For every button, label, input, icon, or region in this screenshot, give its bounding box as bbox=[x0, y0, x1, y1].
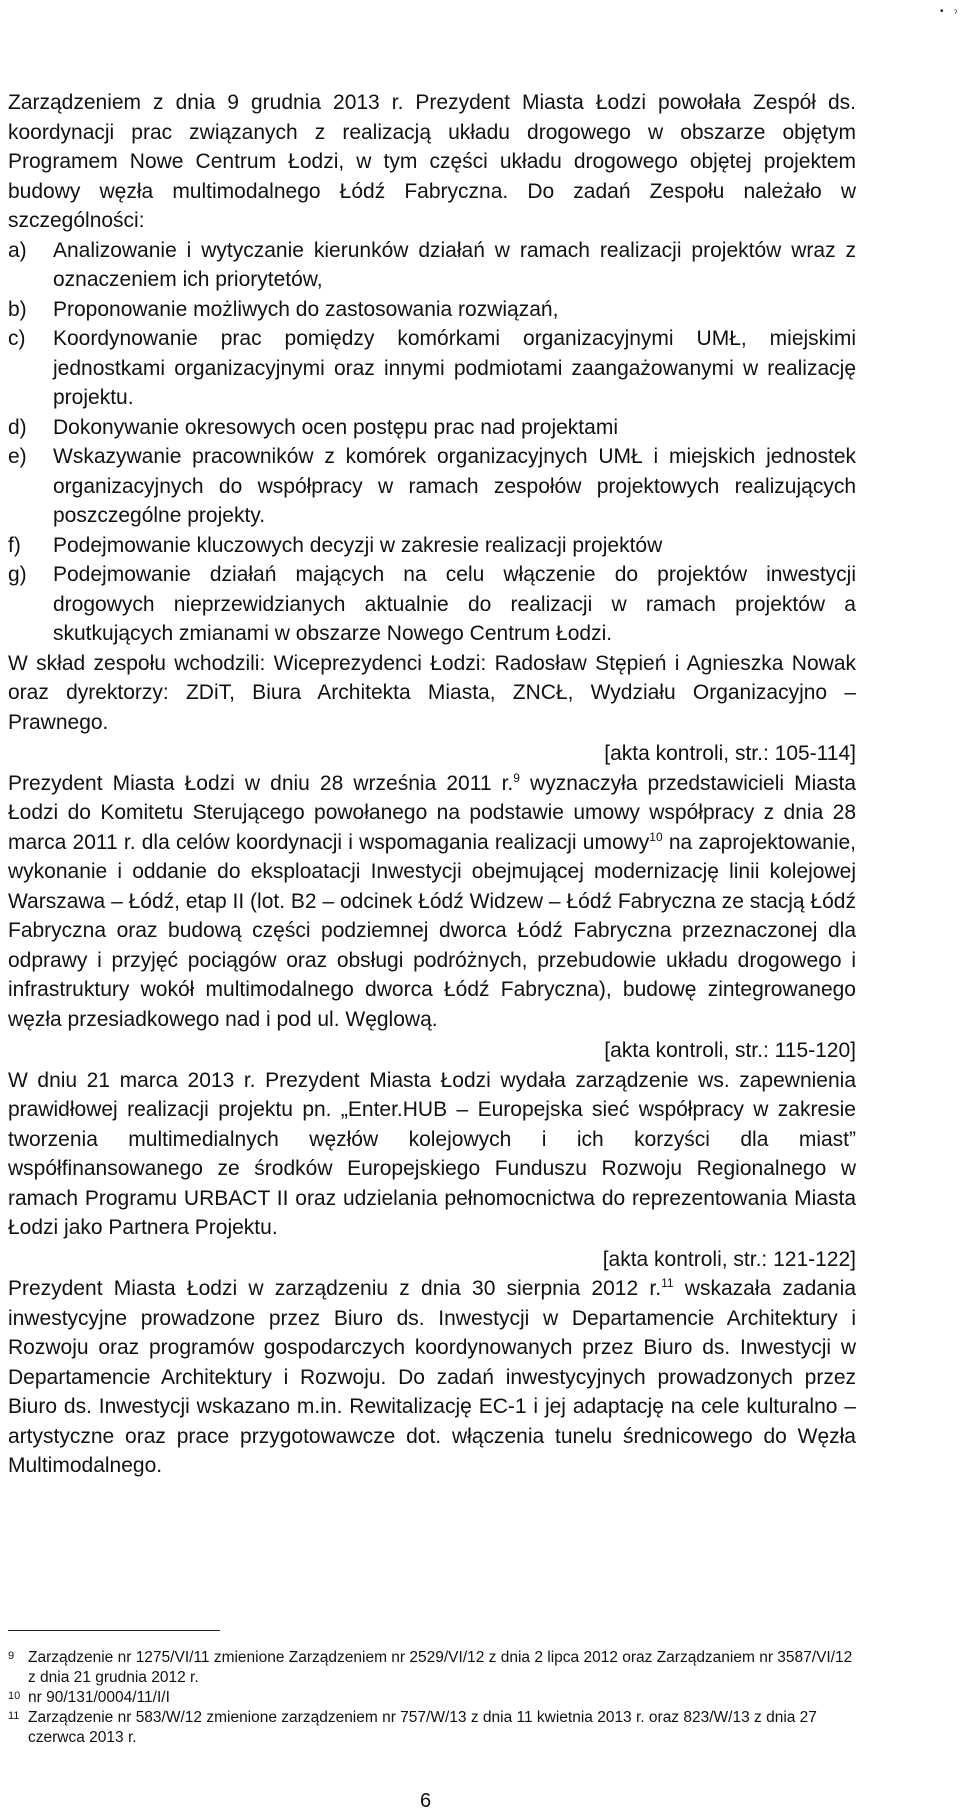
files-reference: [akta kontroli, str.: 121-122] bbox=[602, 1247, 856, 1271]
list-item bbox=[8, 236, 856, 295]
footnote-ref[interactable]: 9 bbox=[513, 770, 520, 785]
paragraph-text: wyznaczyła przedstawicieli Miasta Łodzi do Komitetu Sterującego powołanego na podstawie umowy współpracy z dnia 28 marca 2011 r. dla celów koordynacji i wspomagania realizacji umowy bbox=[8, 771, 856, 854]
list-marker: e) bbox=[8, 445, 27, 468]
footnote-text: Zarządzenie nr 583/W/12 zmienione zarządzeniem nr 757/W/13 z dnia 11 kwietnia 2013 r. oraz 823/W/13 z dnia 27 czerwca 2013 r. bbox=[28, 1709, 817, 1746]
list-item-text: Wskazywanie pracowników z komórek organizacyjnych UMŁ i miejskich jednostek organizacyjnych do współpracy w ramach zespołów projektowych realizujących poszczególne projekty. bbox=[53, 445, 856, 527]
list-item bbox=[8, 413, 856, 443]
paragraph-text: Prezydent Miasta Łodzi w dniu 28 września 2011 r. bbox=[8, 771, 514, 795]
list-item bbox=[8, 324, 856, 413]
files-reference: [akta kontroli, str.: 115-120] bbox=[604, 1039, 856, 1062]
footnote-text: nr 90/131/0004/11/I/I bbox=[28, 1689, 170, 1706]
paragraph-steering-committee bbox=[8, 769, 856, 1035]
files-reference: [akta kontroli, str.: 105-114] bbox=[604, 742, 856, 765]
footnote-divider bbox=[8, 1630, 220, 1631]
list-marker: c) bbox=[8, 327, 26, 350]
footnote bbox=[8, 1648, 858, 1688]
paragraph-text: wskazała zadania inwestycyjne prowadzone przez Biuro ds. Inwestycji w Departamencie Architektury i Rozwoju oraz programów gospodarczych koordynowanych przez Biuro ds. Inwestycji w Departamencie Architektury i Rozwoju. Do zadań inwestycyjnych prowadzonych przez Biuro ds. Inwestycji wskazano m.in. Rewitalizację EC-1 i jej adaptację na cele kulturalno – artystyczne oraz prace przygotowawcze dot. włączenia tunelu średnicowego do Węzła Multimodalnego. bbox=[8, 1277, 856, 1477]
page-number: 6 bbox=[420, 1790, 432, 1812]
body-text bbox=[8, 88, 856, 1481]
list-item-text: Analizowanie i wytyczanie kierunków działań w ramach realizacji projektów wraz z oznaczeniem ich priorytetów, bbox=[53, 238, 856, 291]
paragraph-investment-tasks bbox=[8, 1274, 856, 1481]
scan-mark: ˀ bbox=[954, 8, 958, 18]
list-item bbox=[8, 295, 856, 325]
footnote bbox=[8, 1708, 858, 1748]
list-item-text: Podejmowanie działań mających na celu włączenie do projektów inwestycji drogowych nieprzewidzianych aktualnie do realizacji w ramach projektów a skutkujących zmianami w obszarze Nowego Centrum Łodzi. bbox=[53, 563, 856, 645]
paragraph-text: na zaprojektowanie, wykonanie i oddanie do eksploatacji Inwestycji obejmującej modernizację linii kolejowej Warszawa – Łódź, etap II (lot. B2 – odcinek Łódź Widzew – Łódź Fabryczna ze stacją Łódź Fabryczna oraz budową części podziemnej dworca Łódź Fabryczna przeznaczonej dla odprawy i przyjęć pociągów oraz obsługi podróżnych, przebudowie układu drogowego i infrastruktury wokół multimodalnego dworca Łódź Fabryczna), budowę zintegrowanego węzła przesiadkowego nad i pod ul. Węglową. bbox=[8, 830, 856, 1031]
list-item-text: Koordynowanie prac pomiędzy komórkami organizacyjnymi UMŁ, miejskimi jednostkami organizacyjnymi oraz innymi podmiotami zaangażowanymi w realizację projektu. bbox=[53, 327, 856, 409]
footnote bbox=[8, 1688, 858, 1708]
paragraph-enter-hub: W dniu 21 marca 2013 r. Prezydent Miasta Łodzi wydała zarządzenie ws. zapewnienia prawidłowej realizacji projektu pn. „Enter.HUB – Europejska sieć współpracy w zakresie tworzenia multimedialnych węzłów kolejowych i ich korzyści dla miast” współfinansowanego ze środków Europejskiego Funduszu Rozwoju Regionalnego w ramach Programu URBACT II oraz udzielania pełnomocnictwa do reprezentowania Miasta Łodzi jako Partnera Projektu. bbox=[8, 1068, 856, 1239]
list-item-text: Proponowanie możliwych do zastosowania rozwiązań, bbox=[53, 297, 559, 321]
footnote-text: Zarządzenie nr 1275/VI/11 zmienione Zarządzeniem nr 2529/VI/12 z dnia 2 lipca 2012 oraz Zarządzaniem nr 3587/VI/12 z dnia 21 grudnia 2012 r. bbox=[28, 1649, 853, 1686]
list-item bbox=[8, 442, 856, 531]
task-list bbox=[8, 236, 856, 649]
list-item-text: Podejmowanie kluczowych decyzji w zakresie realizacji projektów bbox=[53, 533, 663, 557]
list-item bbox=[8, 560, 856, 649]
paragraph-team-members: W skład zespołu wchodzili: Wiceprezydenci Łodzi: Radosław Stępień i Agnieszka Nowak oraz dyrektorzy: ZDiT, Biura Architekta Miasta, ZNCŁ, Wydziału Organizacyjno – Prawnego. bbox=[8, 651, 856, 734]
footnote-ref[interactable]: 10 bbox=[649, 829, 663, 844]
footnote-number: 10 bbox=[8, 1690, 21, 1702]
list-marker: g) bbox=[8, 563, 27, 586]
paragraph-text: Prezydent Miasta Łodzi w zarządzeniu z dnia 30 sierpnia 2012 r. bbox=[8, 1277, 662, 1300]
list-marker: b) bbox=[8, 297, 27, 321]
list-marker: d) bbox=[8, 415, 27, 439]
list-marker: a) bbox=[8, 238, 27, 262]
paragraph-team-appointment: Zarządzeniem z dnia 9 grudnia 2013 r. Prezydent Miasta Łodzi powołała Zespół ds. koordynacji prac związanych z realizacją układu drogowego w obszarze objętym Programem Nowe Centrum Łodzi, w tym części układu drogowego objętej projektem budowy węzła multimodalnego Łódź Fabryczna. Do zadań Zespołu należało w szczególności: bbox=[8, 91, 856, 232]
list-item bbox=[8, 531, 856, 561]
footnotes bbox=[8, 1648, 858, 1748]
list-marker: f) bbox=[8, 533, 21, 557]
scan-mark: • bbox=[940, 6, 944, 17]
list-item-text: Dokonywanie okresowych ocen postępu prac nad projektami bbox=[53, 415, 618, 439]
footnote-number: 9 bbox=[8, 1650, 15, 1662]
footnote-ref[interactable]: 11 bbox=[661, 1276, 674, 1290]
footnote-number: 11 bbox=[8, 1710, 20, 1722]
